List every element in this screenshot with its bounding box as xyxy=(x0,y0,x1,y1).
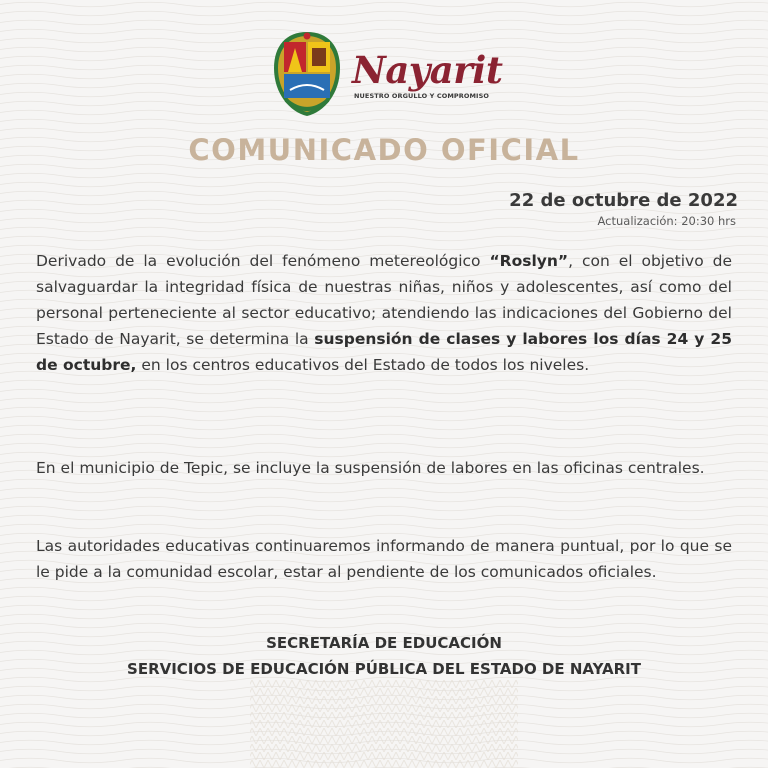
signature-line-secretaria: SECRETARÍA DE EDUCACIÓN xyxy=(266,634,502,652)
paragraph-follow-up: Las autoridades educativas continuaremos informando de manera puntual, por lo que se le pide a la comunidad escolar, estar al pendiente de los comunicados oficiales. xyxy=(36,537,732,581)
suspension-notice: suspensión de clases y labores los días 24 y 25 de octubre, xyxy=(36,330,732,374)
communique-date: 22 de octubre de 2022 xyxy=(509,190,738,211)
signature-line-servicios: SERVICIOS DE EDUCACIÓN PÚBLICA DEL ESTADO DE NAYARIT xyxy=(127,660,641,678)
page-title: COMUNICADO OFICIAL xyxy=(188,133,580,167)
brand-name: Nayarit xyxy=(352,48,503,92)
storm-name: “Roslyn” xyxy=(489,252,569,270)
paragraph-tepic: En el municipio de Tepic, se incluye la suspensión de labores en las oficinas centrales. xyxy=(36,459,705,477)
paragraph-text: , con el objetivo de salvaguardar la integridad física de nuestras niñas, niños y adolescentes, así como del personal perteneciente al sector educativo; atendiendo las indicaciones del Gobierno del Estado de Nayarit, se determina la xyxy=(36,252,732,348)
brand-slogan: NUESTRO ORGULLO Y COMPROMISO xyxy=(354,92,489,100)
paragraph-text: en los centros educativos del Estado de todos los niveles. xyxy=(136,356,590,374)
footer-ornament-band xyxy=(0,680,768,768)
paragraph-text: Derivado de la evolución del fenómeno metereológico xyxy=(36,252,490,270)
update-time: Actualización: 20:30 hrs xyxy=(597,214,736,228)
nayarit-coat-of-arms-icon xyxy=(268,28,346,120)
paragraph-announcement xyxy=(36,248,732,378)
signature-block xyxy=(0,630,768,682)
header xyxy=(0,18,768,118)
